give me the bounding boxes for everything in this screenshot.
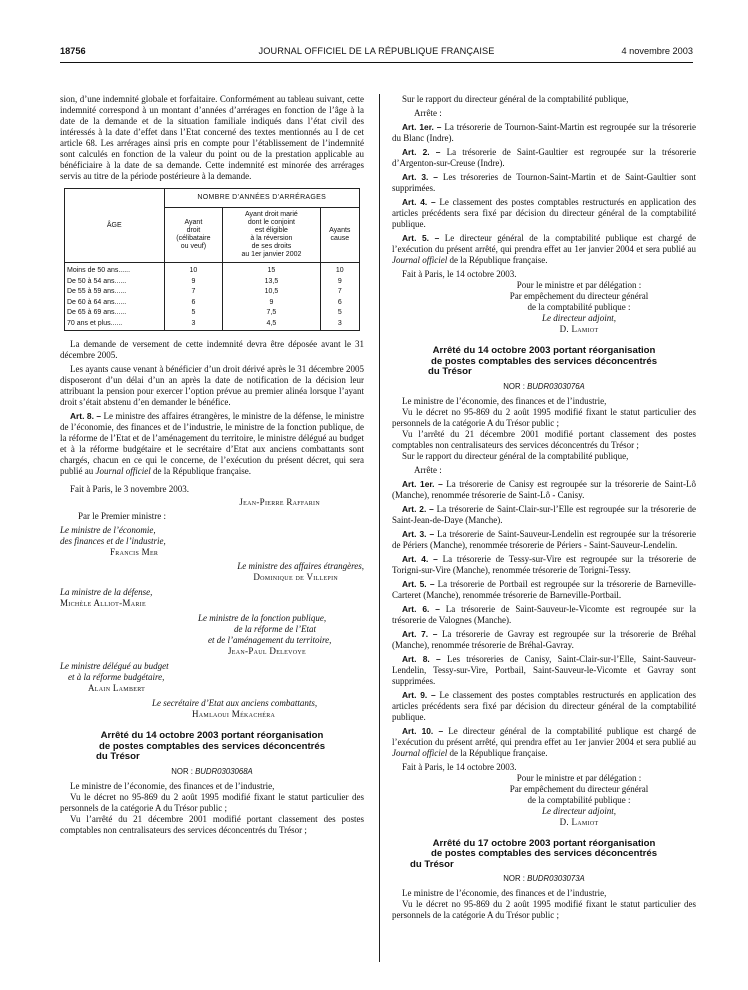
nor-reference-2: NOR : BUDR0303076A [503,381,585,391]
nor-reference: NOR : BUDR0303068A [171,766,253,776]
arrete-line: Arrête : [414,108,442,118]
article-1: Art. 1er. – La trésorerie de Tournon-Saint-Martin est regroupée sur la trésorerie du Blanc (Indre). [392,122,696,143]
fait-line: Fait à Paris, le 3 novembre 2003. [70,484,189,494]
visa-decret: Vu le décret no 95-869 du 2 août 1995 modifié fixant le statut particulier des personnels de la catégorie A du Trésor public ; [60,791,364,813]
visa-ministre-3: Le ministre de l’économie, des finances et de l’industrie, [402,888,607,898]
visa-arrete-2: Vu l’arrêté du 21 décembre 2001 modifié portant classement des postes comptables non centralisateurs des services déconcentrés du Trésor ; [392,428,696,450]
arrete-line-2: Arrête : [414,464,442,475]
nor-reference-3: NOR : BUDR0303073A [503,874,585,883]
article-2-7: Art. 7. – La trésorerie de Gavray est regroupée sur la trésorerie de Bréhal (Manche), renommée trésorerie de Bréhal-Gavray. [392,628,696,650]
table-row: De 60 à 64 ans...... 6 9 6 [65,298,360,309]
article-2-1: Art. 1er. – La trésorerie de Canisy est regroupée sur la trésorerie de Saint-Lô (Manche), renommée trésorerie de Saint-Lô - Canisy. [392,478,696,500]
col-age-header: ÂGE [65,189,165,263]
article-2-2: Art. 2. – La trésorerie de Saint-Clair-sur-l’Elle est regroupée sur la trésorerie de Saint-Jean-de-Daye (Manche). [392,503,696,525]
group-header: NOMBRE D’ANNÉES D’ARRÉRAGES [164,189,360,208]
signature-block-2: Pour le ministre et par délégation : Par empêchement du directeur général de la comptabilité publique : Le directeur adjoint, D. Lamiot [509,772,649,827]
col-ayants-cause-header: Ayants cause [320,208,359,263]
signature-affaires-etrangeres: Le ministre des affaires étrangères, Dominique de Villepin [237,561,364,582]
article-4: Art. 4. – Le classement des postes comptables restructurés en application des articles précédents sera fixé par décision du directeur général de la comptabilité publique. [392,197,696,229]
page-number: 18756 [60,46,86,56]
fait-line-2: Fait à Paris, le 14 octobre 2003. [402,761,517,772]
rapport-line: Sur le rapport du directeur général de la comptabilité publique, [402,94,629,104]
article-2-3: Art. 3. – La trésorerie de Saint-Sauveur-Lendelin est regroupée sur la trésorerie de Périers (Manche), renommée trésorerie de Périers - Saint-Sauveur-Lendelin. [392,528,696,550]
article-2-4: Art. 4. – La trésorerie de Tessy-sur-Vire est regroupée sur la trésorerie de Torigni-sur-Vire (Manche), renommée trésorerie de Torigni-Tessy. [392,553,696,575]
ayants-cause-paragraph: Les ayants cause venant à bénéficier d’un droit dérivé après le 31 décembre 2005 disposeront d’un délai d’un an après la date de notification de la décision leur attribuant la pension pour exercer l’option prévue au premier alinéa lorsque l’ayant droit s’était abstenu d’en demander le bénéfice. [60,364,364,407]
table-row: 70 ans et plus...... 3 4,5 3 [65,319,360,331]
signature-block-1: Pour le ministre et par délégation : Par empêchement du directeur général de la comptabilité publique : Le directeur adjoint, D. Lamiot [509,280,649,334]
arrears-table [64,188,360,331]
article-2-9: Art. 9. – Le classement des postes comptables restructurés en application des articles précédents sera fixé par décision du directeur général de la comptabilité publique. [392,689,696,722]
visa-decret-2: Vu le décret no 95-869 du 2 août 1995 modifié fixant le statut particulier des personnels de la catégorie A du Trésor public ; [392,406,696,428]
article-2: Art. 2. – La trésorerie de Saint-Gaultier est regroupée sur la trésorerie d’Argenton-sur-Creuse (Indre). [392,147,696,168]
table-row: De 55 à 59 ans...... 7 10,5 7 [65,287,360,298]
article-2-8: Art. 8. – Les trésoreries de Canisy, Saint-Clair-sur-l’Elle, Saint-Sauveur-Lendelin, Tessy-sur-Vire, Portbail, Saint-Sauveur-le-Vicomte et Gavray sont supprimées. [392,653,696,686]
visa-ministre: Le ministre de l’économie, des finances et de l’industrie, [70,780,275,791]
article-8: Art. 8. – Le ministre des affaires étrangères, le ministre de la défense, le ministre de l’économie, des finances et de l’industrie, le ministre de la fonction publique, de la réforme de l’Etat et de l’aménagement du territoire, le ministre délégué au budget et à la réforme budgétaire et le secrétaire d’Etat aux anciens combattants sont chargés, chacun en ce qui le concerne, de l’exécution du présent décret, qui sera publié au Journal officiel de la République française. [60,411,365,476]
deadline-paragraph: La demande de versement de cette indemnité devra être déposée avant le 31 décembre 2005. [60,339,364,360]
left-column [60,94,364,836]
column-divider [379,94,380,962]
article-2-5: Art. 5. – La trésorerie de Portbail est regroupée sur la trésorerie de Barneville-Carteret (Manche), renommée trésorerie de Barneville-Portbail. [392,578,697,600]
article-2-10: Art. 10. – Le directeur général de la comptabilité publique est chargé de l’exécution du présent arrêté, qui prendra effet au 1er janvier 2004 et sera publié au Journal officiel de la République française. [392,725,696,758]
page-header [60,46,693,60]
col-ayant-droit-header: Ayant droit (célibataire ou veuf) [164,208,223,263]
journal-title: JOURNAL OFFICIEL DE LA RÉPUBLIQUE FRANÇAISE [258,46,495,56]
article-2-6: Art. 6. – La trésorerie de Saint-Sauveur-le-Vicomte est regroupée sur la trésorerie de Valognes (Manche). [392,603,696,625]
visa-decret-3: Vu le décret no 95-869 du 2 août 1995 modifié fixant le statut particulier des personnels de la catégorie A du Trésor public ; [392,899,696,920]
header-rule [60,62,693,63]
arrete-title-3: Arrêté du 17 octobre 2003 portant réorganisation de postes comptables des services déconcentrés du Trésor [410,837,658,870]
right-column [392,94,696,921]
fait-line-1: Fait à Paris, le 14 octobre 2003. [402,269,517,279]
visa-ministre-2: Le ministre de l’économie, des finances et de l’industrie, [402,395,607,406]
arrete-title-2: Arrêté du 14 octobre 2003 portant réorganisation de postes comptables des services déconcentrés du Trésor [428,345,658,377]
par-premier-ministre: Par le Premier ministre : [78,511,166,521]
visa-arrete: Vu l’arrêté du 21 décembre 2001 modifié portant classement des postes comptables non centralisateurs des services déconcentrés du Trésor ; [60,813,364,835]
intro-paragraph: sion, d’une indemnité globale et forfaitaire. Conformément au tableau suivant, cette indemnité correspond à un montant d’années d’arrérages en fonction de l’âge à la date de la demande et de la situation familiale indiqués dans l’état civil des intéressés à la date d’effet dans l’Etat concerné des textes mentionnés au I de cet article 68. Les arrérages ainsi pris en compte pour l’établissement de l’indemnité sont calculés en fonction de la valeur du point ou de la prestation applicable au bénéficiaire à la date de sa demande. Cette indemnité est minorée des arrérages servis au titre de la période postérieure à la demande. [60,94,364,181]
col-marie-header: Ayant droit marié dont le conjoint est éligible à la réversion de ses droits au 1er janvier 2002 [223,208,320,263]
issue-date: 4 novembre 2003 [621,46,693,56]
signature-defense: La ministre de la défense, Michèle Alliot-Marie [60,587,153,608]
article-3: Art. 3. – Les trésoreries de Tournon-Saint-Martin et de Saint-Gaultier sont supprimées. [392,172,696,193]
arrete-title-1: Arrêté du 14 octobre 2003 portant réorganisation de postes comptables des services déconcentrés du Trésor [96,730,326,762]
rapport-line-2: Sur le rapport du directeur général de la comptabilité publique, [402,450,629,461]
table-row: Moins de 50 ans...... 10 15 10 [65,263,360,277]
table-row: De 50 à 54 ans...... 9 13,5 9 [65,277,360,288]
table-row: De 65 à 69 ans...... 5 7,5 5 [65,308,360,319]
signature-fonction-publique: Le ministre de la fonction publique, de la réforme de l’Etat et de l’aménagement du territoire, Jean-Paul Delevoye [198,613,332,656]
article-5: Art. 5. – Le directeur général de la comptabilité publique est chargé de l’exécution du présent arrêté, qui prendra effet au 1er janvier 2004 et sera publié au Journal officiel de la République française. [392,233,696,265]
signature-economie: Le ministre de l’économie, des finances et de l’industrie, Francis Mer [60,525,166,557]
pm-signature: Jean-Pierre Raffarin [239,497,320,507]
signature-budget: Le ministre délégué au budget et à la réforme budgétaire, Alain Lambert [60,661,169,693]
signature-anciens-combattants: Le secrétaire d’Etat aux anciens combattants, Hamlaoui Mékachéra [152,698,318,719]
